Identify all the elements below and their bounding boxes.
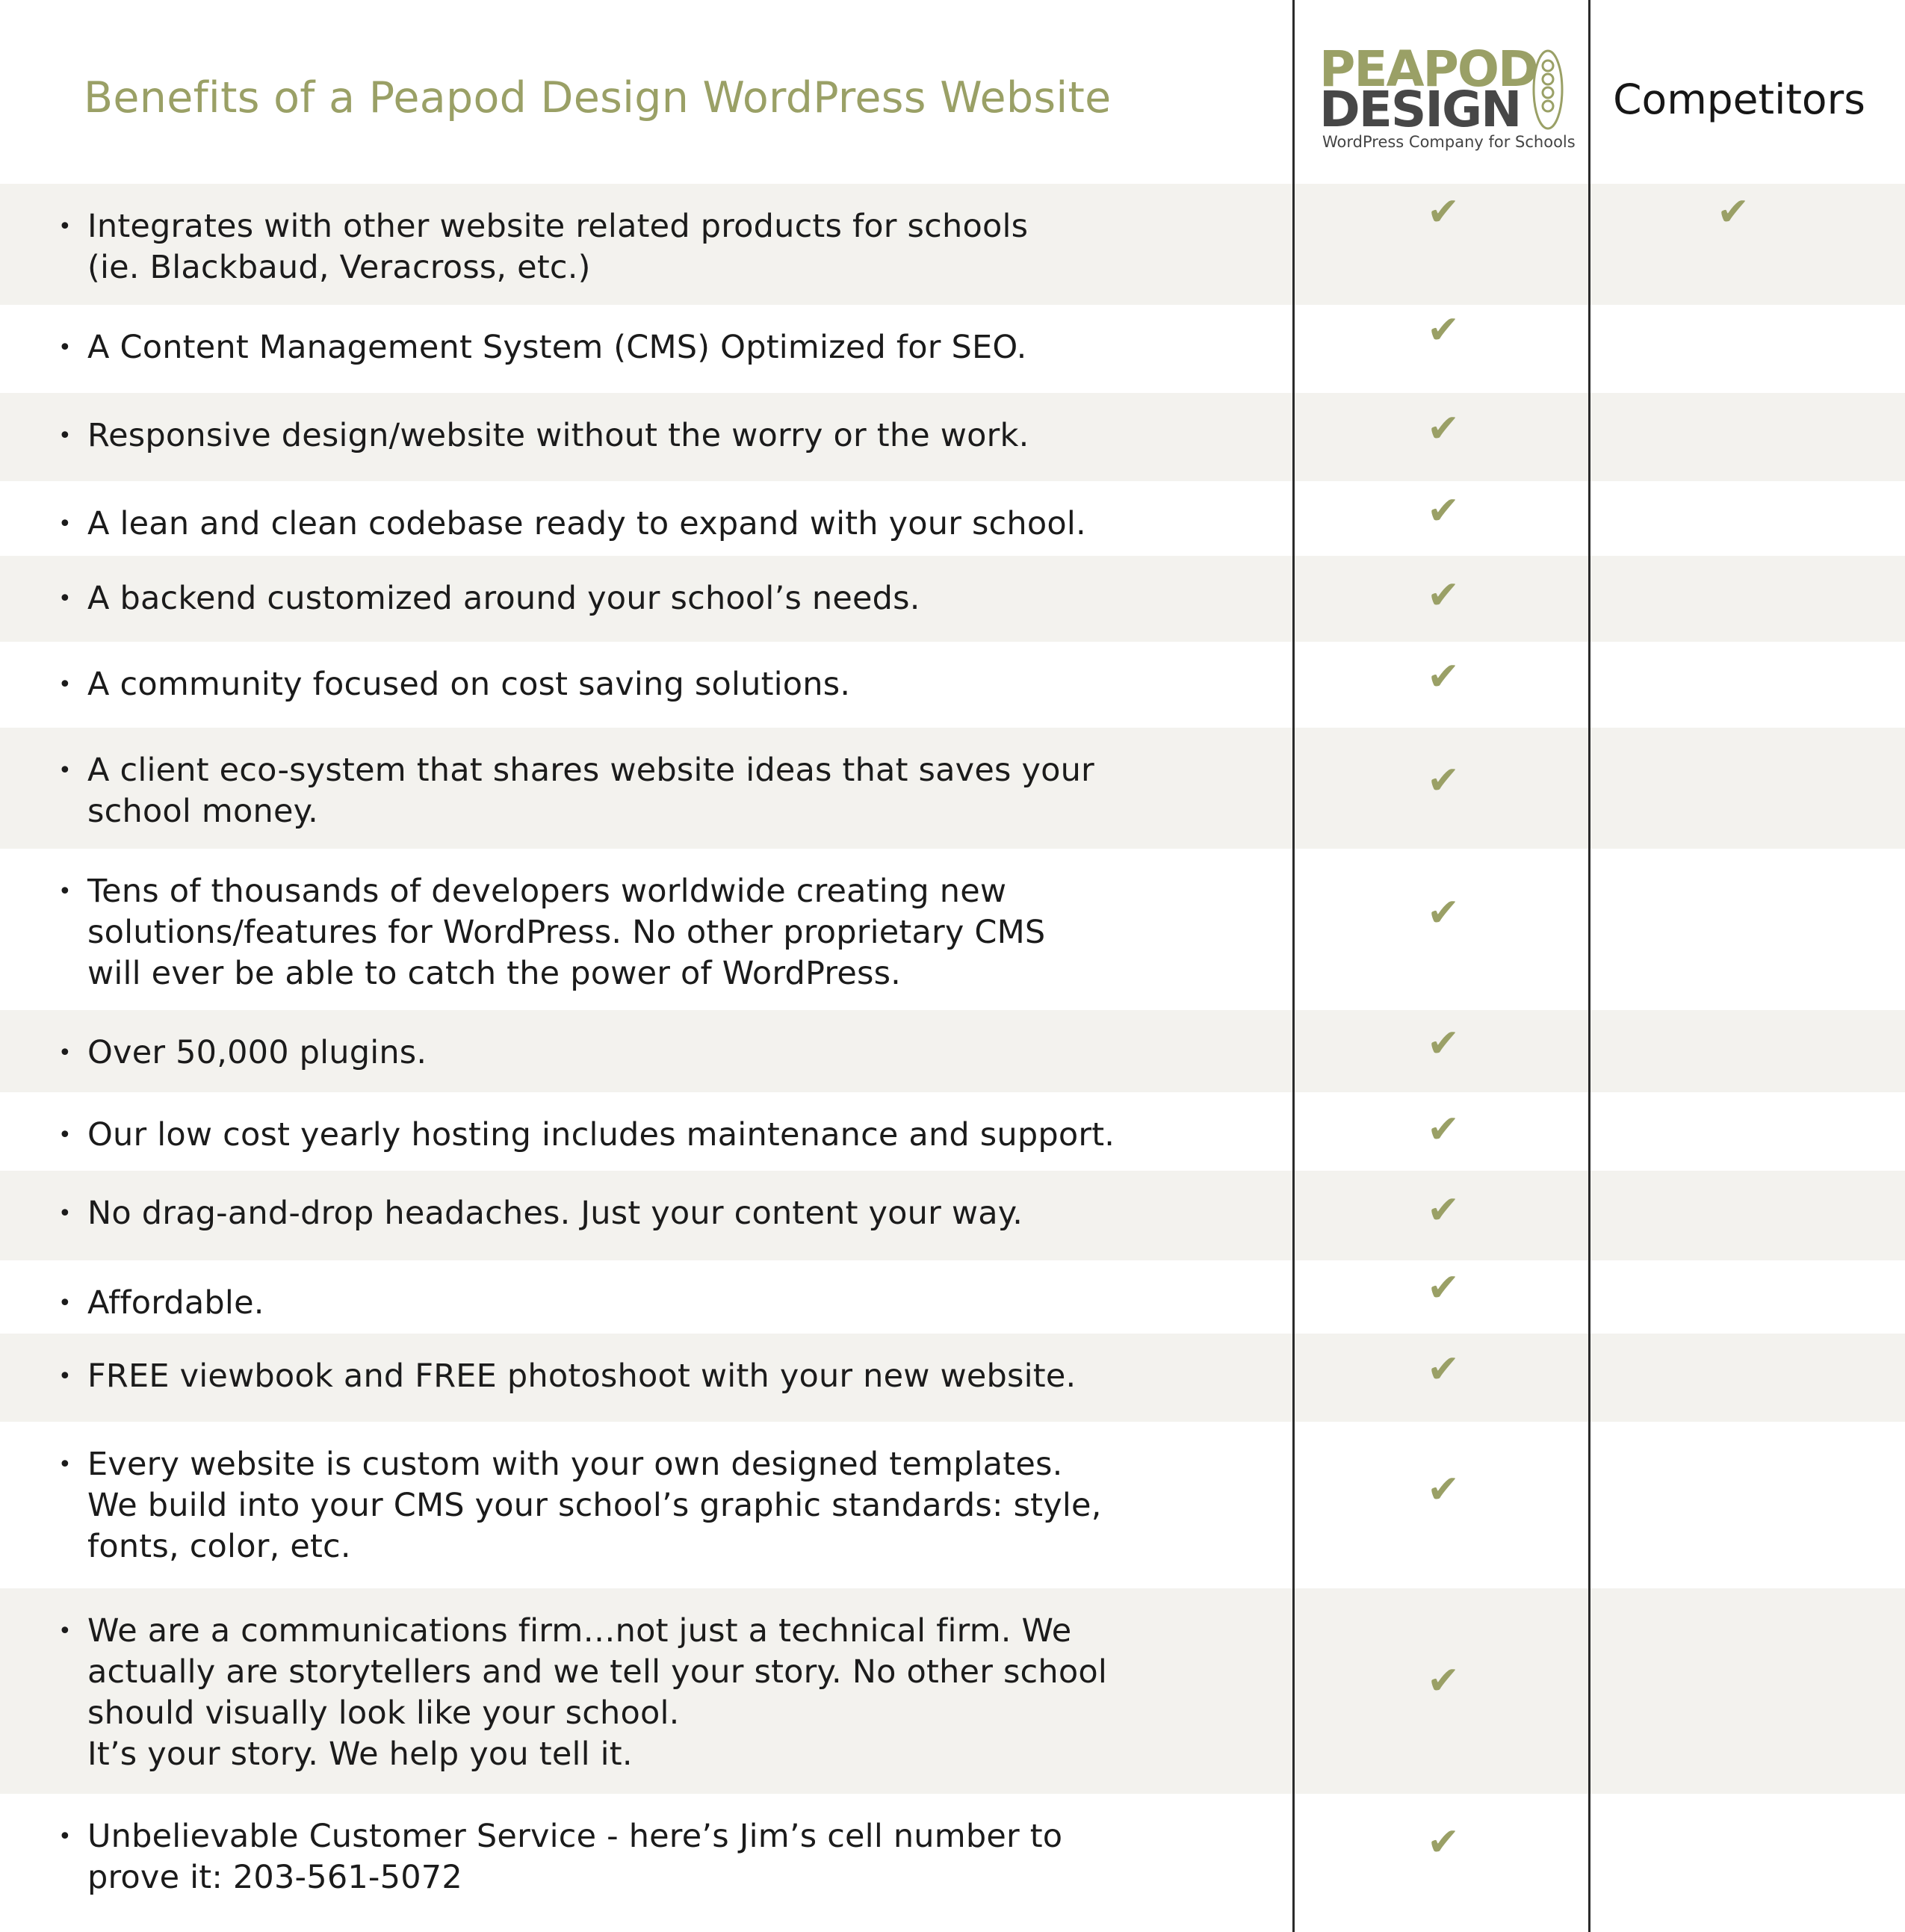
peapod-icon (1530, 48, 1566, 131)
peapod-design-logo (1319, 40, 1576, 157)
benefit-text: Responsive design/website without the worry or the work. (87, 417, 1029, 454)
table-row (0, 1092, 1905, 1171)
table-row (0, 642, 1905, 728)
peapod-check-icon: ✔ (1427, 1659, 1460, 1703)
table-row (0, 481, 1905, 556)
benefit-text: Every website is custom with your own designed templates. We build into your CMS your school’s graphic standards: style, fonts, color, etc. (87, 1446, 1102, 1565)
peapod-check-icon: ✔ (1427, 489, 1460, 533)
competitors-column-header: Competitors (1613, 75, 1865, 123)
table-row (0, 849, 1905, 1010)
bullet-icon: • (58, 335, 72, 361)
benefit-text: No drag-and-drop headaches. Just your content your way. (87, 1195, 1023, 1232)
page-title: Benefits of a Peapod Design WordPress Website (84, 73, 1112, 123)
table-row (0, 556, 1905, 642)
bullet-icon: • (58, 1363, 72, 1390)
benefit-text: Integrates with other website related products for schools (ie. Blackbaud, Veracross, etc.) (87, 208, 1029, 286)
table-row (0, 1334, 1905, 1422)
bullet-icon: • (58, 1618, 72, 1644)
benefit-text: Tens of thousands of developers worldwide creating new solutions/features for WordPress. No other proprietary CMS will ever be able to catch the power of WordPress. (87, 873, 1046, 992)
peapod-check-icon: ✔ (1427, 1266, 1460, 1310)
competitors-check-icon: ✔ (1717, 190, 1750, 235)
bullet-icon: • (58, 1040, 72, 1066)
table-row (0, 393, 1905, 481)
benefit-text: A Content Management System (CMS) Optimized for SEO. (87, 329, 1027, 366)
peapod-check-icon: ✔ (1427, 573, 1460, 618)
bullet-icon: • (58, 511, 72, 537)
bullet-icon: • (58, 423, 72, 449)
peapod-check-icon: ✔ (1427, 1820, 1460, 1865)
benefit-text: Unbelievable Customer Service - here’s Jim’s cell number to prove it: 203-561-5072 (87, 1818, 1063, 1896)
benefit-text: A backend customized around your school’s needs. (87, 580, 920, 617)
bullet-icon: • (58, 1452, 72, 1478)
bullet-icon: • (58, 758, 72, 784)
table-row (0, 1588, 1905, 1794)
bullet-icon: • (58, 214, 72, 240)
table-row (0, 1010, 1905, 1092)
table-row (0, 1260, 1905, 1334)
benefit-text: Our low cost yearly hosting includes maintenance and support. (87, 1116, 1115, 1154)
peapod-check-icon: ✔ (1427, 308, 1460, 353)
table-row (0, 1171, 1905, 1260)
bullet-icon: • (58, 586, 72, 612)
peapod-check-icon: ✔ (1427, 1188, 1460, 1233)
logo-line-design: DESIGN (1319, 81, 1521, 138)
peapod-check-icon: ✔ (1427, 891, 1460, 935)
table-row (0, 305, 1905, 393)
benefit-text: A community focused on cost saving solutions. (87, 666, 851, 703)
benefit-text: A lean and clean codebase ready to expand with your school. (87, 505, 1086, 542)
bullet-icon: • (58, 1122, 72, 1148)
column-divider-competitors (1588, 0, 1590, 1932)
benefit-text: We are a communications firm…not just a technical firm. We actually are storytellers and we tell your story. No other school should visually look like your school. It’s your story. We help you tell it. (87, 1612, 1108, 1773)
logo-tagline: WordPress Company for Schools (1322, 133, 1576, 151)
peapod-check-icon: ✔ (1427, 758, 1460, 803)
bullet-icon: • (58, 1201, 72, 1227)
peapod-check-icon: ✔ (1427, 1021, 1460, 1066)
logo-line-peapod: PEAPOD (1319, 40, 1537, 98)
bullet-icon: • (58, 1290, 72, 1316)
peapod-check-icon: ✔ (1427, 1107, 1460, 1152)
table-row (0, 184, 1905, 305)
peapod-check-icon: ✔ (1427, 190, 1460, 235)
peapod-check-icon: ✔ (1427, 654, 1460, 699)
table-row (0, 1794, 1905, 1932)
table-row (0, 1422, 1905, 1588)
peapod-check-icon: ✔ (1427, 1347, 1460, 1392)
peapod-check-icon: ✔ (1427, 406, 1460, 451)
table-row (0, 728, 1905, 849)
column-divider-peapod (1292, 0, 1295, 1932)
benefit-text: FREE viewbook and FREE photoshoot with your new website. (87, 1357, 1077, 1395)
bullet-icon: • (58, 1824, 72, 1850)
bullet-icon: • (58, 879, 72, 905)
peapod-check-icon: ✔ (1427, 1467, 1460, 1512)
benefit-text: Over 50,000 plugins. (87, 1034, 427, 1071)
benefit-text: Affordable. (87, 1284, 264, 1322)
benefit-text: A client eco-system that shares website ideas that saves your school money. (87, 752, 1094, 830)
bullet-icon: • (58, 672, 72, 698)
